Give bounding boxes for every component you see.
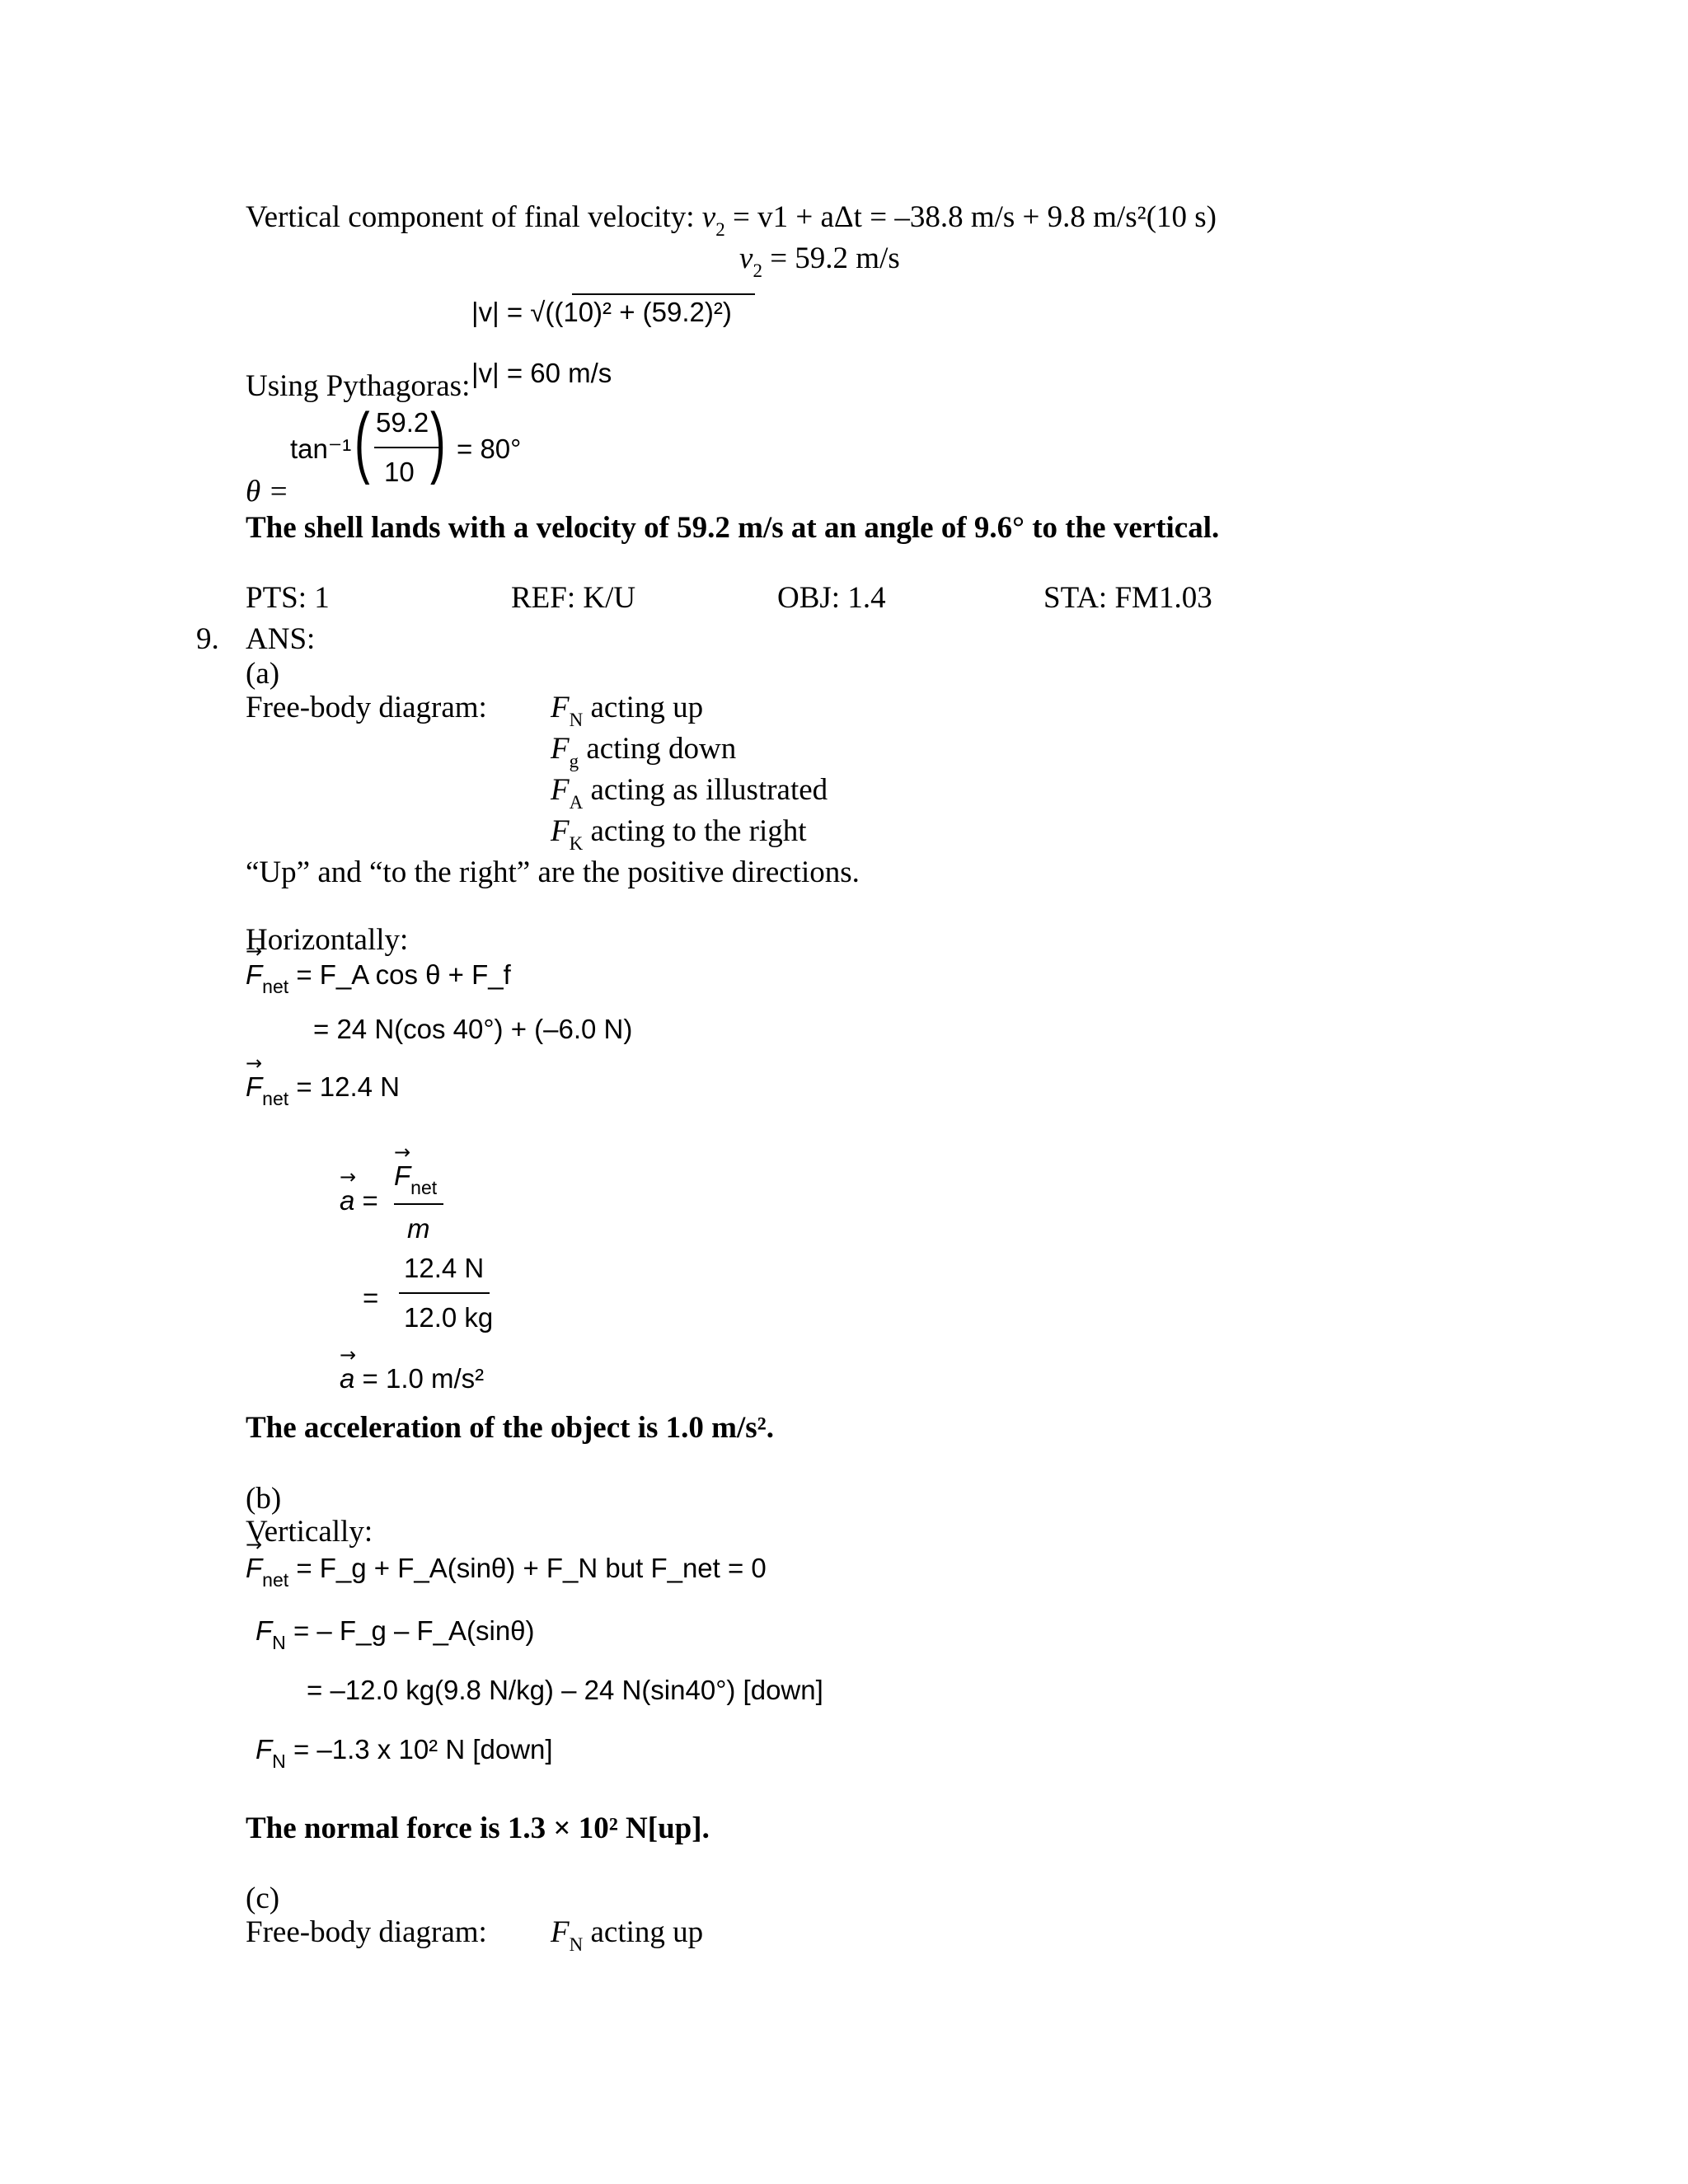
part-a-label: (a) [246,657,280,691]
tan-function: tan⁻¹ [290,434,352,464]
pythagoras-label: Using Pythagoras: [246,369,471,403]
left-paren: ( [354,396,370,485]
fbd-label: Free-body diagram: [246,691,487,724]
a-value-fraction-bar [399,1292,490,1294]
horizontally-label: Horizontally: [246,923,409,957]
a-fraction-bar [394,1203,443,1205]
vertically-label: Vertically: [246,1515,373,1549]
vertical-component-label: Vertical component of final velocity: $v_2 = v1 + a\Delta t = -38.8$ m/s + 9.8 m/s²(10 s) [246,200,1217,240]
sqrt-overline [572,293,755,295]
vertical-equation-3: = –12.0 kg(9.8 N/kg) – 24 N(sin40°) [down] [307,1675,823,1705]
fbd-c-item-normal: $F_N$ acting up [551,1915,704,1955]
horizontal-equation-3: → $F_{net} = 12.4$ N [246,1073,400,1100]
a-equals-2: = [363,1282,379,1313]
meta-pts: PTS: 1 [246,581,330,615]
vertical-component-equation: = v1 + aΔt = –38.8 m/s + 9.8 m/s²(10 s) [732,200,1217,234]
meta-ref: REF: K/U [511,581,636,615]
fbd-item-normal: $F_N$ acting up [551,691,704,730]
a-denominator: m [407,1213,430,1244]
a-numerator: → $F_{net}$ [394,1162,437,1189]
velocity-magnitude-equation: |v| = √((10)² + (59.2)²) [471,297,732,327]
fbd-item-applied: $F_A$ acting as illustrated [551,773,828,813]
right-paren: ) [430,396,446,485]
part-b-label: (b) [246,1482,282,1516]
horizontal-equation-2: = 24 N(cos 40°) + (–6.0 N) [313,1014,633,1044]
a-symbol: → a = [340,1187,378,1214]
velocity-magnitude-result: |v| = 60 m/s [471,358,612,388]
v2-result: $v_2 = 59.2$ m/s [739,241,900,281]
a-numerator-value: 12.4 N [404,1253,485,1283]
ans-label: ANS: [246,622,316,656]
acceleration-conclusion: The acceleration of the object is 1.0 m/s². [246,1411,774,1445]
a-result: → a = 1.0 m/s² [340,1365,484,1392]
vertical-equation-2: $F_N$ = – F_g – F_A(sinθ) [256,1615,535,1653]
meta-obj: OBJ: 1.4 [777,581,886,615]
meta-sta: STA: FM1.03 [1043,581,1212,615]
vertical-equation-4: $F_N = -1.3$ x 10² N [down] [256,1734,553,1772]
positive-directions: “Up” and “to the right” are the positive directions. [246,855,860,889]
normal-force-conclusion: The normal force is 1.3 × 10² N[up]. [246,1811,710,1845]
vertical-equation-1: → $F_{net}$ = F_g + F_A(sinθ) + F_N but F_net = 0 [246,1554,767,1582]
theta-label: θ = [246,475,289,509]
horizontal-equation-1: → $F_{net}$ = F_A cos θ + F_f [246,961,511,988]
part-c-label: (c) [246,1882,280,1915]
tan-result: = 80° [457,434,522,464]
tan-denominator: 10 [384,457,415,487]
fbd-item-kinetic: $F_K$ acting to the right [551,814,807,854]
shell-conclusion: The shell lands with a velocity of 59.2 m/s at an angle of 9.6° to the vertical. [246,511,1220,545]
tan-numerator: 59.2 [376,407,429,438]
question-number: 9. [196,622,219,656]
fbd-item-gravity: $F_g$ acting down [551,732,737,771]
fbd-c-label: Free-body diagram: [246,1915,487,1949]
a-denominator-value: 12.0 kg [404,1302,494,1333]
